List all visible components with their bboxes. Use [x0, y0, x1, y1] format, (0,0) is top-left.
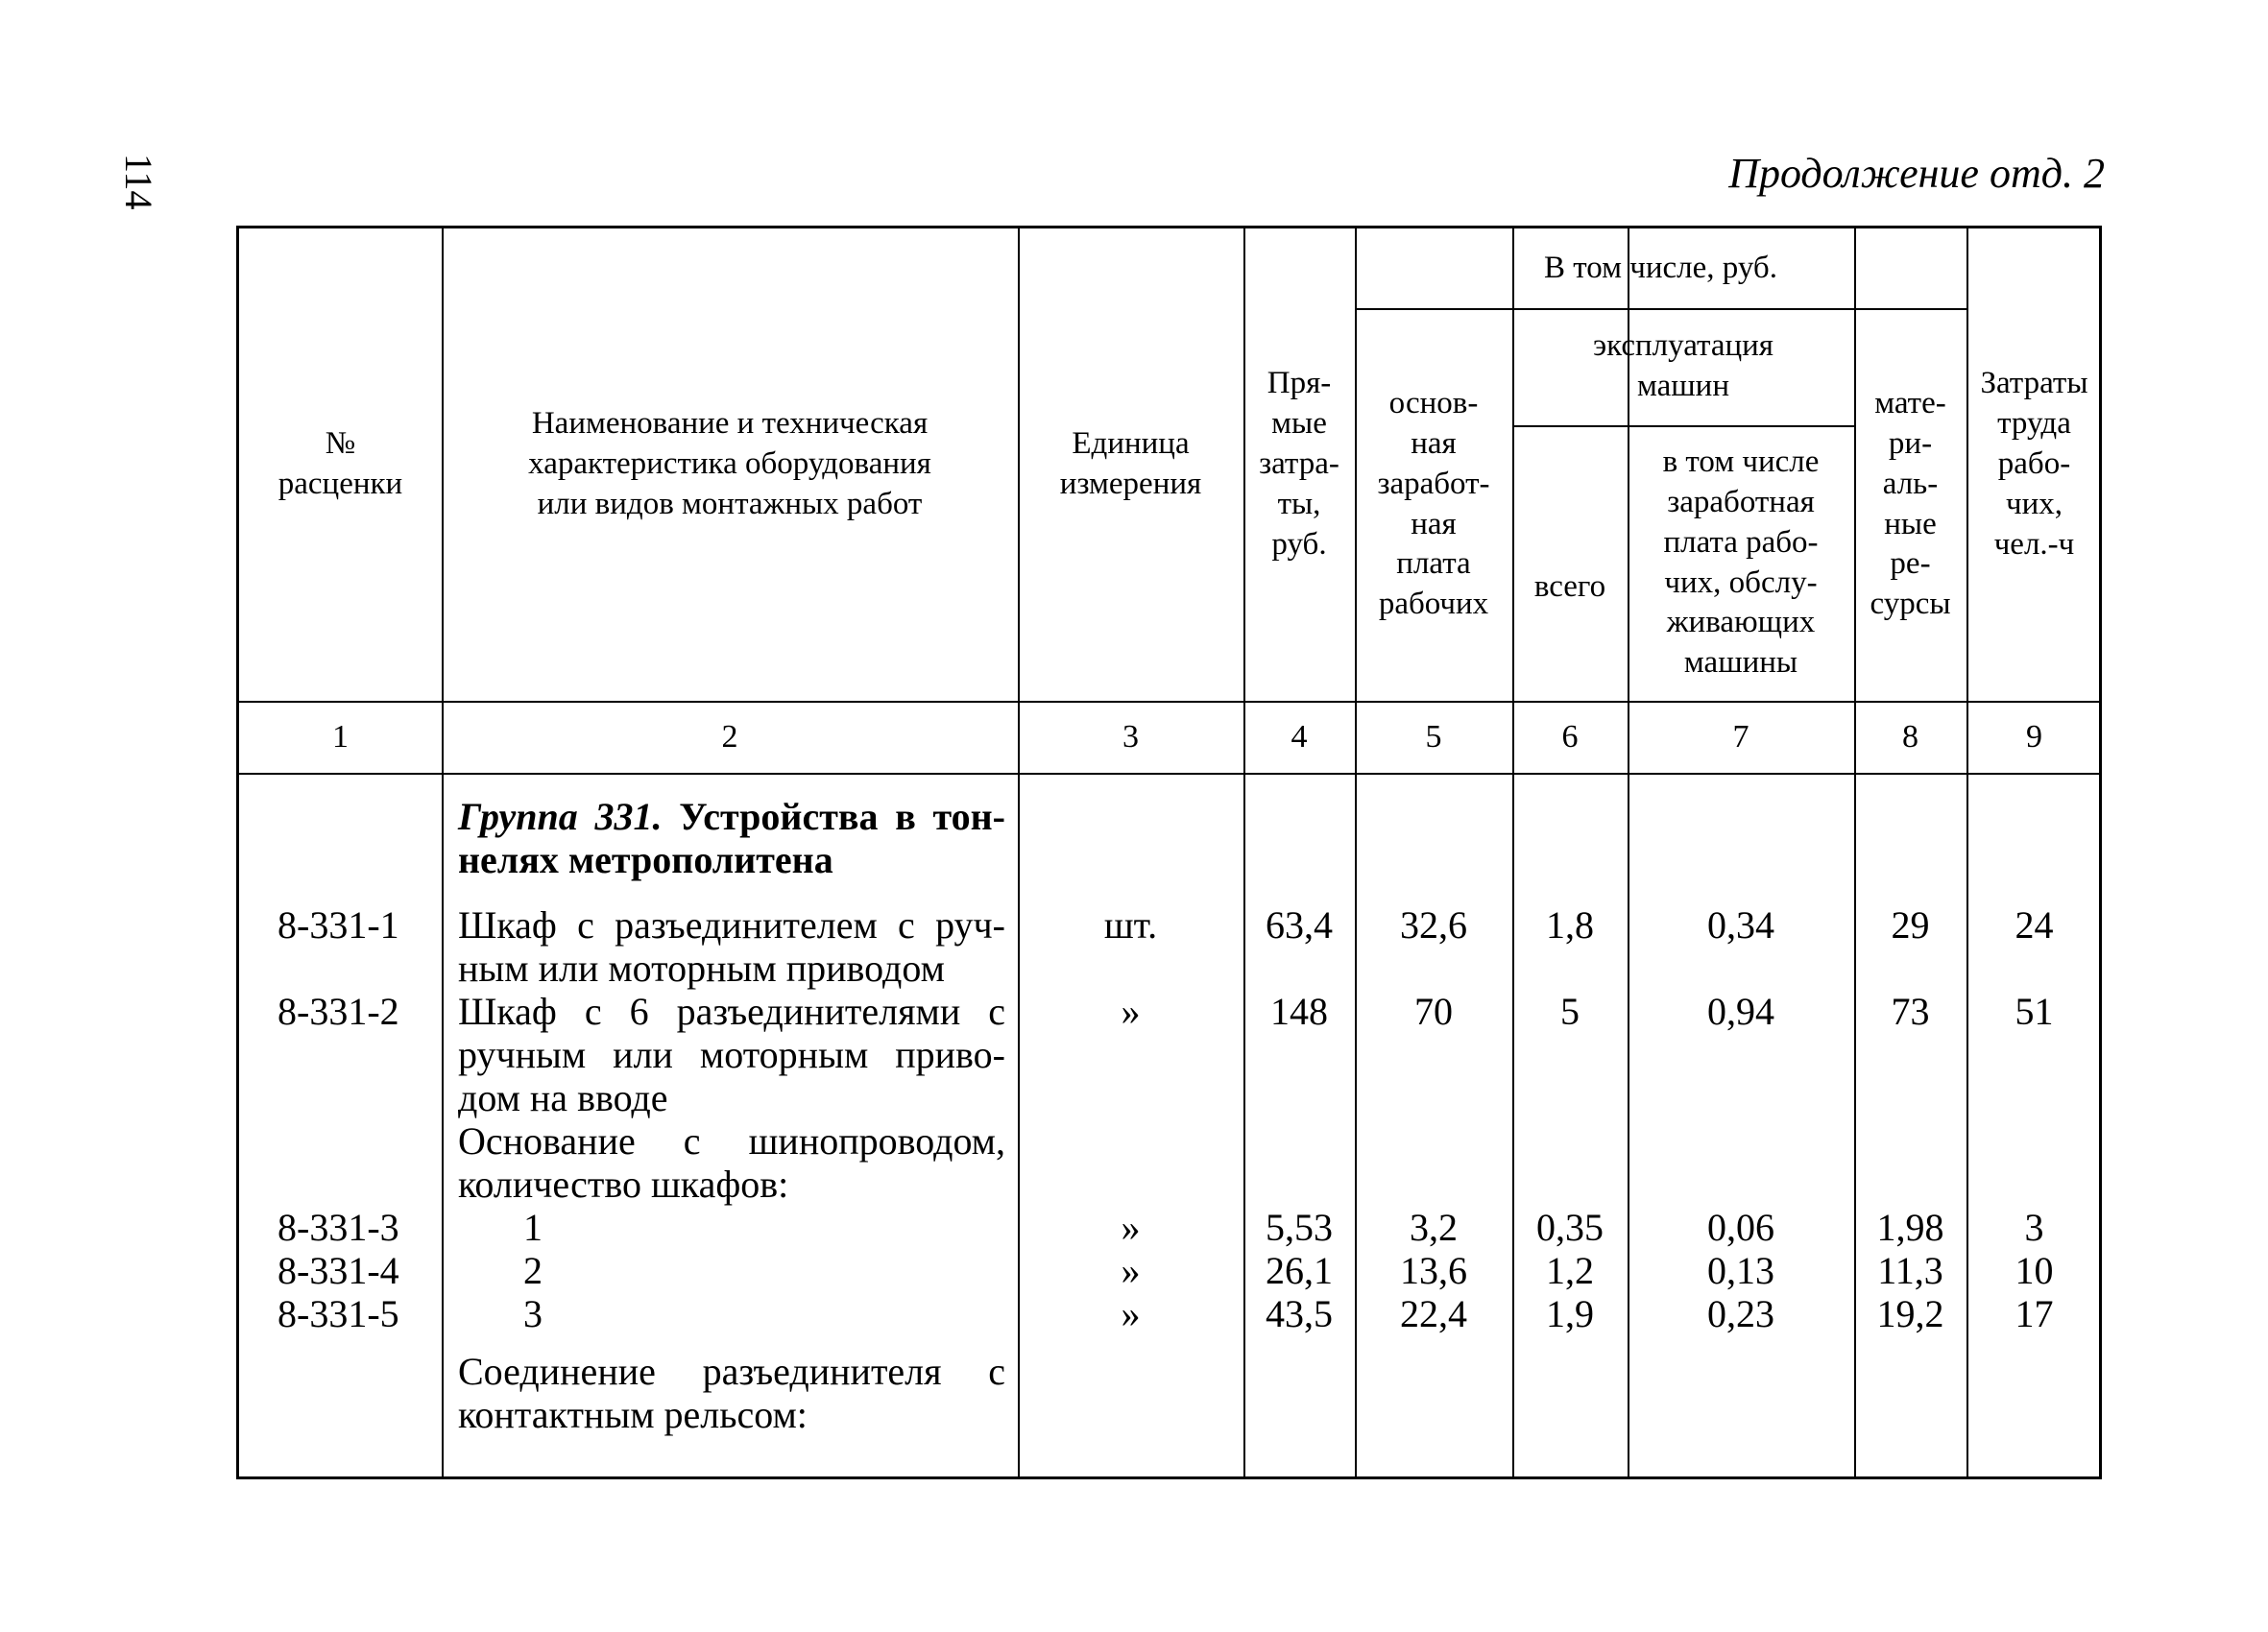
rate-code: 8-331-4: [277, 1249, 399, 1292]
machine-total-value: 5: [1560, 990, 1580, 1033]
unit-value: »: [1121, 1292, 1141, 1335]
subheading: Основание с шинопроводом, количество шкафов:: [458, 1119, 1005, 1206]
materials-value: 11,3: [1877, 1249, 1943, 1292]
labor-value: 17: [2015, 1292, 2054, 1335]
rate-code: 8-331-3: [277, 1206, 399, 1249]
machine-total-value: 1,9: [1546, 1292, 1594, 1335]
header-including: В том числе, руб.: [1544, 250, 1777, 285]
rate-name: 3: [523, 1292, 543, 1335]
rate-code: 8-331-2: [277, 990, 399, 1033]
rate-name: Шкаф с разъединителем с руч- ным или моторным приводом: [458, 903, 1005, 990]
column-number: 7: [1732, 718, 1749, 755]
materials-value: 29: [1891, 903, 1930, 947]
labor-value: 51: [2015, 990, 2054, 1033]
column-number: 1: [332, 718, 349, 755]
labor-value: 10: [2015, 1249, 2054, 1292]
machine-total-value: 0,35: [1536, 1206, 1604, 1249]
direct-costs-value: 148: [1270, 990, 1328, 1033]
machine-wage-value: 0,06: [1707, 1206, 1774, 1249]
header-unit: Единица измерения: [1059, 426, 1202, 501]
rate-code: 8-331-5: [277, 1292, 399, 1335]
header-labor: Затраты труда рабо- чих, чел.-ч: [1980, 366, 2088, 562]
materials-value: 19,2: [1876, 1292, 1944, 1335]
continuation-label: Продолжение отд. 2: [1728, 150, 2105, 197]
header-materials: мате- ри- аль- ные ре- сурсы: [1870, 385, 1951, 622]
column-number: 2: [721, 718, 738, 755]
header-name: Наименование и техническая характеристика оборудования или видов монтажных работ: [528, 406, 931, 521]
direct-costs-value: 5,53: [1266, 1206, 1333, 1249]
labor-value: 3: [2024, 1206, 2044, 1249]
wage-value: 70: [1414, 990, 1453, 1033]
rates-table: [236, 226, 2102, 1479]
column-number: 5: [1425, 718, 1442, 755]
header-base-wage: основ- ная заработ- ная плата рабочих: [1377, 385, 1490, 622]
rate-name: 2: [523, 1249, 543, 1292]
machine-total-value: 1,2: [1546, 1249, 1594, 1292]
group-title: Группа 331. Устройства в тон- нелях метрополитена: [458, 795, 1006, 881]
column-number: 4: [1291, 718, 1308, 755]
unit-value: »: [1121, 1206, 1141, 1249]
machine-wage-value: 0,34: [1707, 903, 1774, 947]
column-number: 6: [1561, 718, 1579, 755]
column-number: 8: [1902, 718, 1918, 755]
machine-wage-value: 0,94: [1707, 990, 1774, 1033]
wage-value: 22,4: [1400, 1292, 1467, 1335]
direct-costs-value: 26,1: [1266, 1249, 1333, 1292]
header-rate-number: № расценки: [277, 426, 403, 501]
column-number: 3: [1122, 718, 1139, 755]
unit-value: »: [1121, 1249, 1141, 1292]
column-number: 9: [2026, 718, 2042, 755]
rate-code: 8-331-1: [277, 903, 399, 947]
unit-value: »: [1121, 990, 1141, 1033]
header-machine-operation: эксплуатация машин: [1593, 328, 1773, 403]
page-number: 114: [117, 154, 160, 210]
direct-costs-value: 43,5: [1266, 1292, 1333, 1335]
machine-total-value: 1,8: [1546, 903, 1594, 947]
unit-value: шт.: [1103, 903, 1158, 947]
wage-value: 3,2: [1410, 1206, 1458, 1249]
rate-name: 1: [523, 1206, 543, 1249]
header-machine-wage: в том числе заработная плата рабо- чих, обслу- живающих машины: [1662, 444, 1820, 681]
rate-name: Шкаф с 6 разъединителями с ручным или моторным приво- дом на вводе: [458, 990, 1005, 1119]
wage-value: 32,6: [1400, 903, 1467, 947]
machine-wage-value: 0,13: [1707, 1249, 1774, 1292]
materials-value: 1,98: [1876, 1206, 1944, 1249]
machine-wage-value: 0,23: [1707, 1292, 1774, 1335]
header-direct-costs: Пря- мые затра- ты, руб.: [1259, 366, 1339, 562]
labor-value: 24: [2015, 903, 2054, 947]
header-machine-total: всего: [1533, 568, 1606, 604]
direct-costs-value: 63,4: [1266, 903, 1333, 947]
subheading: Соединение разъединителя с контактным рельсом:: [458, 1350, 1005, 1436]
wage-value: 13,6: [1400, 1249, 1467, 1292]
materials-value: 73: [1891, 990, 1930, 1033]
